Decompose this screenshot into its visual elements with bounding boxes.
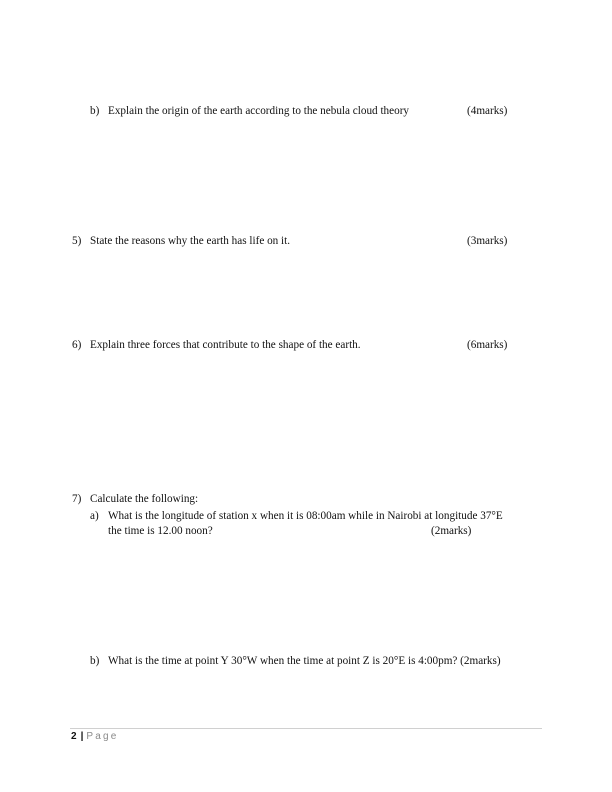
page-footer [71, 731, 119, 743]
footer-separator: | [80, 731, 84, 742]
question-7-number: 7) [72, 493, 82, 505]
question-5-text: State the reasons why the earth has life on it. [90, 235, 291, 247]
page-label: Page [86, 731, 119, 742]
question-7a-text-line2: the time is 12.00 noon? [108, 525, 213, 537]
footer-divider [70, 728, 542, 729]
question-6-number: 6) [72, 339, 82, 351]
question-7b-label: b) [90, 655, 100, 667]
question-6-text: Explain three forces that contribute to the shape of the earth. [90, 339, 361, 351]
question-4b-label: b) [90, 105, 100, 117]
question-4b-marks: (4marks) [467, 105, 508, 117]
question-7a-marks: (2marks) [431, 525, 472, 537]
question-4b-text: Explain the origin of the earth according to the nebula cloud theory [108, 105, 410, 117]
page-number: 2 [71, 731, 77, 742]
question-7a-text-line1: What is the longitude of station x when it is 08:00am while in Nairobi at longitude 37°E [108, 510, 503, 522]
question-7b-text: What is the time at point Y 30°W when the time at point Z is 20°E is 4:00pm? (2marks) [108, 655, 501, 667]
question-5-marks: (3marks) [467, 235, 508, 247]
question-6-marks: (6marks) [467, 339, 508, 351]
question-5-number: 5) [72, 235, 82, 247]
question-7-text: Calculate the following: [90, 493, 199, 505]
question-7a-label: a) [90, 510, 99, 522]
